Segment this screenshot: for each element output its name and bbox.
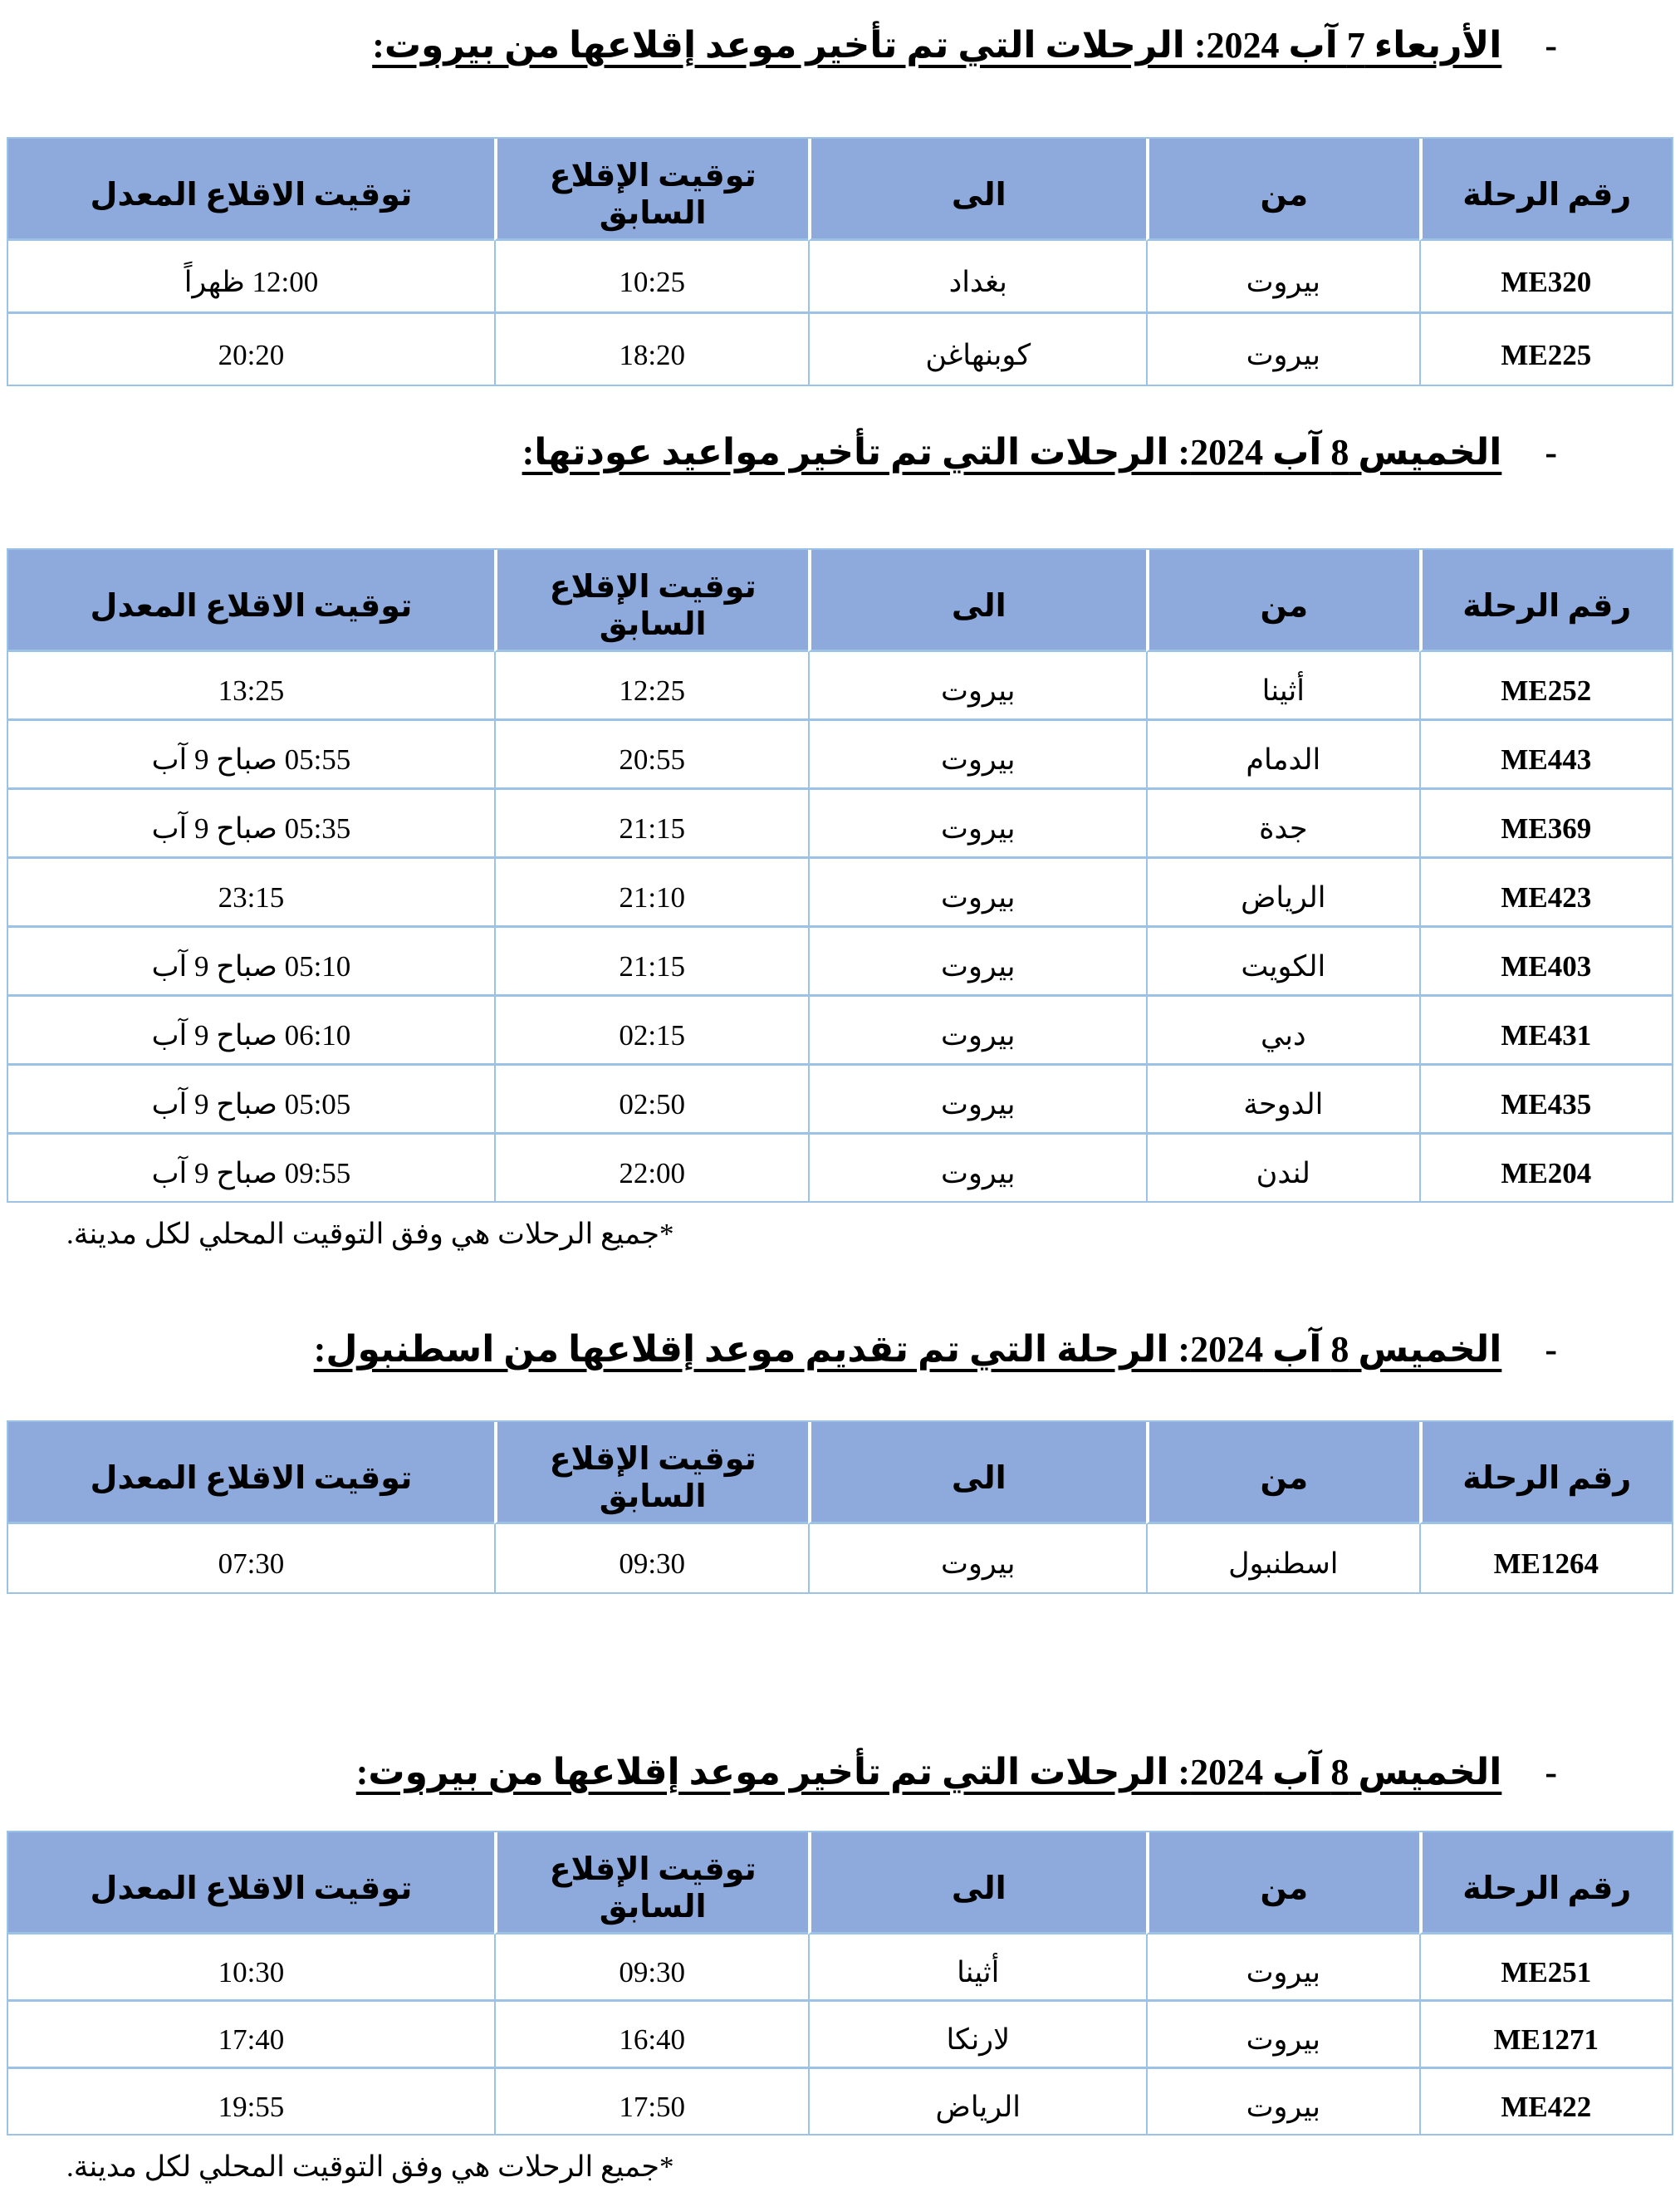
table-row	[8, 2069, 1672, 2134]
cell-previous-departure-time: 09:30	[494, 1524, 809, 1592]
section-heading: الخميس 8 آب 2024: الرحلات التي تم تأخير مواعيد عودتها:	[522, 432, 1502, 473]
cell-from: بيروت	[1146, 2069, 1418, 2134]
col-previous-departure-time: توقيت الإقلاع السابق	[494, 550, 809, 652]
table-row	[8, 1066, 1672, 1135]
cell-flight-number: ME251	[1419, 1934, 1672, 2002]
col-to: الى	[808, 1422, 1146, 1524]
cell-previous-departure-time: 21:15	[494, 928, 809, 997]
col-to: الى	[808, 1832, 1146, 1934]
col-previous-departure-time: توقيت الإقلاع السابق	[494, 139, 809, 241]
section-heading-row	[0, 428, 1680, 478]
cell-flight-number: ME1264	[1419, 1524, 1672, 1592]
local-time-footnote: *جميع الرحلات هي وفق التوقيت المحلي لكل مدينة.	[66, 2150, 674, 2183]
cell-revised-departure-time: 13:25	[8, 652, 494, 721]
cell-from: بيروت	[1146, 1934, 1418, 2002]
cell-from: الدمام	[1146, 721, 1418, 790]
cell-from: اسطنبول	[1146, 1524, 1418, 1592]
cell-to: بيروت	[808, 1066, 1146, 1135]
col-to: الى	[808, 550, 1146, 652]
flight-section	[0, 428, 1680, 1254]
cell-flight-number: ME1271	[1419, 2002, 1672, 2069]
col-from: من	[1146, 1832, 1418, 1934]
table-row	[8, 2002, 1672, 2069]
cell-to: كوبنهاغن	[808, 314, 1146, 385]
cell-to: أثينا	[808, 1934, 1146, 2002]
table-header-row	[8, 1422, 1672, 1524]
cell-previous-departure-time: 22:00	[494, 1135, 809, 1201]
section-heading-row	[0, 0, 1680, 71]
list-dash: -	[1545, 432, 1557, 473]
table-body	[8, 1524, 1672, 1592]
flights-table	[7, 548, 1673, 1203]
col-revised-departure-time: توقيت الاقلاع المعدل	[8, 1832, 494, 1934]
cell-to: بيروت	[808, 997, 1146, 1066]
cell-previous-departure-time: 21:15	[494, 790, 809, 859]
cell-flight-number: ME369	[1419, 790, 1672, 859]
table-body	[8, 1934, 1672, 2134]
local-time-footnote: *جميع الرحلات هي وفق التوقيت المحلي لكل مدينة.	[66, 1218, 674, 1250]
cell-from: بيروت	[1146, 2002, 1418, 2069]
section-heading-row	[0, 1325, 1680, 1375]
cell-previous-departure-time: 17:50	[494, 2069, 809, 2134]
table-header-row	[8, 139, 1672, 241]
cell-to: بيروت	[808, 1524, 1146, 1592]
table-row	[8, 721, 1672, 790]
cell-revised-departure-time: 05:55 صباح 9 آب	[8, 721, 494, 790]
cell-flight-number: ME435	[1419, 1066, 1672, 1135]
cell-from: الكويت	[1146, 928, 1418, 997]
table-row	[8, 928, 1672, 997]
section-heading-row	[0, 1748, 1680, 1797]
cell-to: بغداد	[808, 241, 1146, 314]
cell-from: الرياض	[1146, 859, 1418, 928]
col-flight-number: رقم الرحلة	[1419, 139, 1672, 241]
cell-previous-departure-time: 02:15	[494, 997, 809, 1066]
col-from: من	[1146, 139, 1418, 241]
cell-to: لارنكا	[808, 2002, 1146, 2069]
section-heading: الخميس 8 آب 2024: الرحلة التي تم تقديم موعد إقلاعها من اسطنبول:	[313, 1329, 1502, 1370]
table-row	[8, 241, 1672, 314]
cell-flight-number: ME225	[1419, 314, 1672, 385]
flights-table	[7, 1420, 1673, 1594]
cell-from: بيروت	[1146, 314, 1418, 385]
cell-to: بيروت	[808, 928, 1146, 997]
cell-flight-number: ME320	[1419, 241, 1672, 314]
cell-revised-departure-time: 17:40	[8, 2002, 494, 2069]
col-revised-departure-time: توقيت الاقلاع المعدل	[8, 550, 494, 652]
table-body	[8, 241, 1672, 385]
col-revised-departure-time: توقيت الاقلاع المعدل	[8, 139, 494, 241]
cell-to: بيروت	[808, 790, 1146, 859]
cell-from: دبي	[1146, 997, 1418, 1066]
cell-to: بيروت	[808, 721, 1146, 790]
flight-section	[0, 0, 1680, 386]
table-row	[8, 790, 1672, 859]
cell-revised-departure-time: 10:30	[8, 1934, 494, 2002]
section-heading: الخميس 8 آب 2024: الرحلات التي تم تأخير موعد إقلاعها من بيروت:	[355, 1752, 1502, 1792]
col-previous-departure-time: توقيت الإقلاع السابق	[494, 1832, 809, 1934]
flight-section	[0, 1748, 1680, 2187]
table-header-row	[8, 550, 1672, 652]
table-row	[8, 997, 1672, 1066]
cell-flight-number: ME423	[1419, 859, 1672, 928]
cell-flight-number: ME403	[1419, 928, 1672, 997]
table-row	[8, 1135, 1672, 1201]
cell-previous-departure-time: 10:25	[494, 241, 809, 314]
cell-flight-number: ME443	[1419, 721, 1672, 790]
cell-previous-departure-time: 09:30	[494, 1934, 809, 2002]
list-dash: -	[1545, 25, 1557, 66]
cell-previous-departure-time: 16:40	[494, 2002, 809, 2069]
cell-revised-departure-time: 07:30	[8, 1524, 494, 1592]
table-row	[8, 652, 1672, 721]
cell-from: الدوحة	[1146, 1066, 1418, 1135]
table-header-row	[8, 1832, 1672, 1934]
cell-revised-departure-time: 05:05 صباح 9 آب	[8, 1066, 494, 1135]
cell-flight-number: ME422	[1419, 2069, 1672, 2134]
col-to: الى	[808, 139, 1146, 241]
col-revised-departure-time: توقيت الاقلاع المعدل	[8, 1422, 494, 1524]
cell-to: بيروت	[808, 652, 1146, 721]
cell-previous-departure-time: 18:20	[494, 314, 809, 385]
cell-to: الرياض	[808, 2069, 1146, 2134]
list-dash: -	[1545, 1329, 1557, 1370]
cell-revised-departure-time: 06:10 صباح 9 آب	[8, 997, 494, 1066]
cell-previous-departure-time: 21:10	[494, 859, 809, 928]
col-previous-departure-time: توقيت الإقلاع السابق	[494, 1422, 809, 1524]
table-row	[8, 859, 1672, 928]
col-flight-number: رقم الرحلة	[1419, 1422, 1672, 1524]
cell-flight-number: ME431	[1419, 997, 1672, 1066]
cell-flight-number: ME204	[1419, 1135, 1672, 1201]
flights-table	[7, 1831, 1673, 2136]
col-flight-number: رقم الرحلة	[1419, 550, 1672, 652]
table-row	[8, 1524, 1672, 1592]
list-dash: -	[1545, 1752, 1557, 1792]
cell-revised-departure-time: 20:20	[8, 314, 494, 385]
cell-to: بيروت	[808, 859, 1146, 928]
cell-flight-number: ME252	[1419, 652, 1672, 721]
cell-from: أثينا	[1146, 652, 1418, 721]
section-heading: الأربعاء 7 آب 2024: الرحلات التي تم تأخير موعد إقلاعها من بيروت:	[372, 25, 1502, 66]
table-row	[8, 1934, 1672, 2002]
cell-previous-departure-time: 02:50	[494, 1066, 809, 1135]
flights-table	[7, 137, 1673, 386]
cell-to: بيروت	[808, 1135, 1146, 1201]
table-body	[8, 652, 1672, 1201]
table-row	[8, 314, 1672, 385]
flight-section	[0, 1325, 1680, 1594]
col-from: من	[1146, 550, 1418, 652]
cell-from: بيروت	[1146, 241, 1418, 314]
cell-revised-departure-time: 19:55	[8, 2069, 494, 2134]
col-flight-number: رقم الرحلة	[1419, 1832, 1672, 1934]
cell-previous-departure-time: 20:55	[494, 721, 809, 790]
col-from: من	[1146, 1422, 1418, 1524]
cell-revised-departure-time: 05:35 صباح 9 آب	[8, 790, 494, 859]
cell-revised-departure-time: 09:55 صباح 9 آب	[8, 1135, 494, 1201]
cell-from: لندن	[1146, 1135, 1418, 1201]
cell-revised-departure-time: 05:10 صباح 9 آب	[8, 928, 494, 997]
cell-revised-departure-time: 12:00 ظهراً	[8, 241, 494, 314]
cell-previous-departure-time: 12:25	[494, 652, 809, 721]
cell-revised-departure-time: 23:15	[8, 859, 494, 928]
cell-from: جدة	[1146, 790, 1418, 859]
